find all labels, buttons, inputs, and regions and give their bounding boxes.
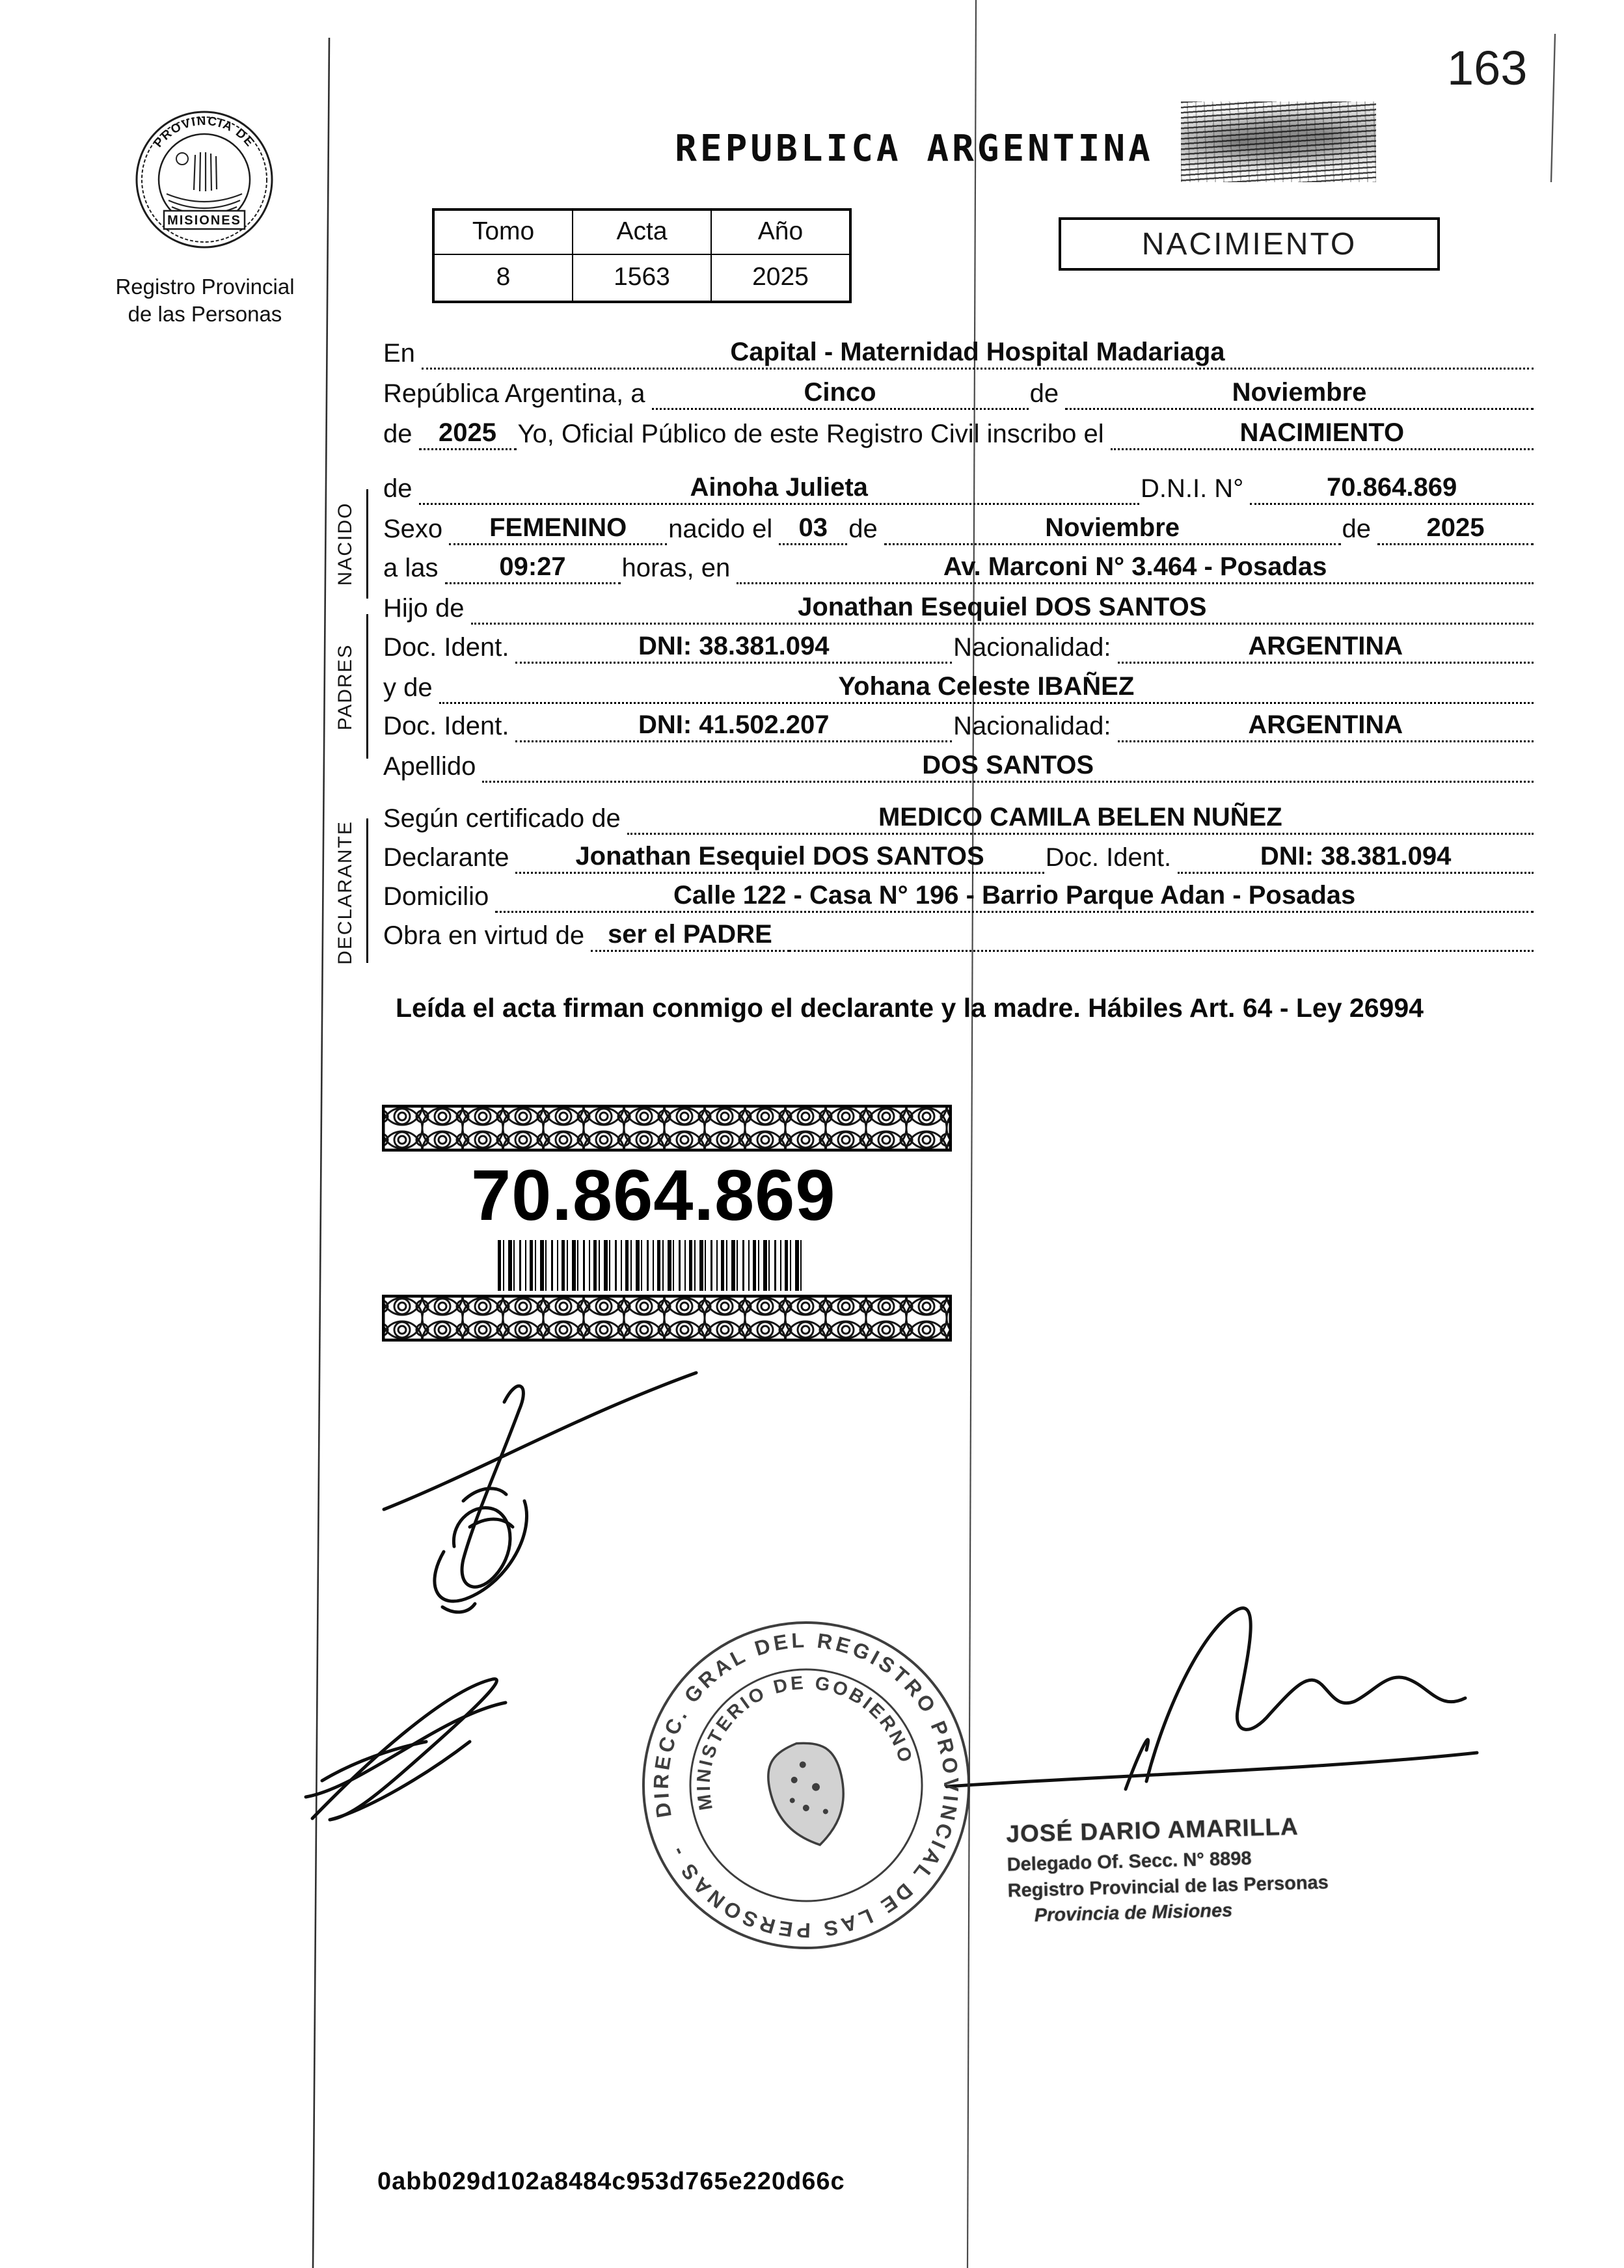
- form-line-apellido: [382, 751, 1534, 783]
- guilloche-band-top: [382, 1105, 952, 1152]
- value-place-of-record: Capital - Maternidad Hospital Madariaga: [730, 338, 1225, 366]
- field-mother-nationality: [1118, 711, 1534, 742]
- label-doc-ident-2: Doc. Ident.: [383, 712, 509, 740]
- value-birth-day: 03: [798, 513, 828, 542]
- bracket-padres: [366, 614, 368, 759]
- dni-large-number: 70.864.869: [471, 1155, 836, 1235]
- label-certificado: Según certificado de: [383, 804, 621, 833]
- value-birth-place: Av. Marconi N° 3.464 - Posadas: [943, 552, 1327, 581]
- seal-ring-text: PROVINCIA DE: [151, 114, 258, 150]
- label-virtud: Obra en virtud de: [383, 921, 585, 950]
- org-name-line2: de las Personas: [128, 302, 282, 326]
- table-header-anio: Año: [711, 210, 850, 254]
- document-hash: 0abb029d102a8484c953d765e220d66c: [377, 2168, 845, 2195]
- field-birth-year: [1377, 514, 1534, 545]
- security-ink-stamp-icon: [1181, 101, 1376, 182]
- form-line-hora: [382, 553, 1534, 584]
- form-line-sexo: [382, 514, 1534, 545]
- label-doc-ident-1: Doc. Ident.: [383, 633, 509, 662]
- value-father-nationality: ARGENTINA: [1248, 632, 1403, 660]
- record-table: [432, 208, 852, 303]
- value-declarant-name: Jonathan Esequiel DOS SANTOS: [575, 842, 984, 871]
- field-birth-time: [445, 553, 621, 584]
- value-month: Noviembre: [1232, 378, 1367, 407]
- field-month: [1065, 379, 1534, 410]
- form-line-certificado: [382, 803, 1534, 835]
- field-father-nationality: [1118, 632, 1534, 664]
- official-province: Provincia de Misiones: [1034, 1900, 1233, 1926]
- form-line-padre: [382, 593, 1534, 625]
- value-surname: DOS SANTOS: [922, 751, 1094, 779]
- value-given-names: Ainoha Julieta: [690, 473, 868, 502]
- label-domicilio: Domicilio: [383, 882, 489, 911]
- trailing-dots: [789, 950, 1534, 952]
- form-line-virtud: [382, 921, 1534, 952]
- label-hijo-de: Hijo de: [383, 594, 465, 623]
- page-number: 163: [1447, 41, 1528, 95]
- official-identity-block: [1006, 1813, 1329, 1928]
- label-dni: D.N.I. N°: [1140, 474, 1244, 503]
- field-place-of-record: [422, 338, 1534, 370]
- label-y-de: y de: [383, 673, 433, 702]
- field-event-type: [1111, 419, 1534, 450]
- label-de-5: de: [1342, 515, 1371, 543]
- official-role: Delegado Of. Secc. N° 8898: [1007, 1848, 1252, 1876]
- value-day-word: Cinco: [804, 378, 876, 407]
- stamp-inner-text: MINISTERIO DE GOBIERNO: [693, 1672, 917, 1812]
- value-mother-name: Yohana Celeste IBAÑEZ: [838, 672, 1135, 701]
- form-line-inscribo: [382, 419, 1534, 450]
- value-address: Calle 122 - Casa N° 196 - Barrio Parque Adan - Posadas: [673, 881, 1356, 910]
- field-year: [419, 419, 517, 450]
- field-declarant-dni: [1178, 843, 1534, 874]
- closing-paragraph: Leída el acta firman conmigo el declarante y la madre. Hábiles Art. 64 - Ley 26994: [396, 993, 1424, 1023]
- value-certifier: MEDICO CAMILA BELEN NUÑEZ: [878, 803, 1282, 831]
- label-doc-ident-3: Doc. Ident.: [1045, 843, 1172, 872]
- field-father-dni: [515, 632, 952, 664]
- field-mother-dni: [515, 711, 952, 742]
- label-de-2: de: [383, 420, 413, 448]
- table-value-anio: 2025: [711, 254, 850, 301]
- form-line-nombre: [382, 474, 1534, 505]
- value-declarant-dni: DNI: 38.381.094: [1260, 842, 1452, 871]
- label-sexo: Sexo: [383, 515, 443, 543]
- form-line-fecha: [382, 379, 1534, 410]
- value-father-name: Jonathan Esequiel DOS SANTOS: [798, 593, 1207, 621]
- side-label-declarante: DECLARANTE: [334, 820, 356, 965]
- field-given-names: [419, 474, 1139, 505]
- field-address: [495, 882, 1534, 913]
- form-line-domicilio: [382, 882, 1534, 913]
- label-de-4: de: [848, 515, 878, 543]
- field-mother-name: [439, 673, 1534, 704]
- guilloche-band-bottom: [382, 1295, 952, 1342]
- field-sex: [449, 514, 667, 545]
- value-birth-year: 2025: [1426, 513, 1485, 542]
- field-birth-day: [779, 514, 847, 545]
- label-de-1: de: [1029, 379, 1059, 408]
- label-horas-en: horas, en: [621, 554, 731, 582]
- value-sex: FEMENINO: [489, 513, 627, 542]
- form-line-madre-doc: [382, 711, 1534, 742]
- seal-banner-text: MISIONES: [167, 213, 241, 228]
- label-apellido: Apellido: [383, 752, 476, 781]
- side-label-padres: PADRES: [334, 643, 356, 731]
- table-value-acta: 1563: [573, 254, 711, 301]
- label-en: En: [383, 339, 415, 368]
- field-dni-number: [1250, 474, 1534, 505]
- table-value-tomo: 8: [434, 254, 573, 301]
- table-header-acta: Acta: [573, 210, 711, 254]
- bracket-declarante: [366, 818, 368, 963]
- label-a-las: a las: [383, 554, 439, 582]
- bracket-nacido: [366, 489, 368, 599]
- svg-text:PROVINCIA DE: [152, 115, 257, 150]
- field-father-name: [471, 593, 1534, 625]
- value-dni-number: 70.864.869: [1327, 473, 1457, 502]
- declarant-signature: [364, 1337, 716, 1623]
- label-de-3: de: [383, 474, 413, 503]
- document-title: REPUBLICA ARGENTINA: [675, 128, 1154, 170]
- org-name-line1: Registro Provincial: [115, 275, 295, 299]
- label-nacionalidad-1: Nacionalidad:: [953, 633, 1111, 662]
- stamp-outer-text: DIRECC. GRAL DEL REGISTRO PROVINCIAL DE LAS PERSONAS -: [649, 1628, 964, 1943]
- secondary-signature: [296, 1662, 524, 1838]
- label-nacido-el: nacido el: [668, 515, 773, 543]
- label-nacionalidad-2: Nacionalidad:: [953, 712, 1111, 740]
- form-line-declarante: [382, 843, 1534, 874]
- official-name: JOSÉ DARIO AMARILLA: [1005, 1813, 1299, 1848]
- value-father-dni: DNI: 38.381.094: [638, 632, 830, 660]
- value-mother-dni: DNI: 41.502.207: [638, 710, 830, 739]
- value-mother-nationality: ARGENTINA: [1248, 710, 1403, 739]
- value-birth-time: 09:27: [499, 552, 566, 581]
- value-event-type: NACIMIENTO: [1239, 418, 1405, 447]
- side-label-nacido: NACIDO: [334, 502, 356, 586]
- form-line-en: [382, 338, 1534, 370]
- official-org: Registro Provincial de las Personas: [1007, 1872, 1329, 1902]
- field-capacity: [591, 921, 789, 952]
- field-day-word: [652, 379, 1029, 410]
- label-republica: República Argentina, a: [383, 379, 645, 408]
- value-birth-month: Noviembre: [1045, 513, 1180, 542]
- province-seal-icon: [133, 108, 276, 251]
- form-line-madre: [382, 673, 1534, 704]
- act-type-box: NACIMIENTO: [1059, 217, 1440, 271]
- value-year: 2025: [439, 418, 496, 447]
- field-declarant-name: [515, 843, 1044, 874]
- field-certifier: [627, 803, 1534, 835]
- value-capacity: ser el PADRE: [608, 920, 772, 949]
- field-birth-month: [884, 514, 1341, 545]
- field-birth-place: [737, 553, 1534, 584]
- org-name: [98, 273, 312, 328]
- table-header-tomo: Tomo: [434, 210, 573, 254]
- field-surname: [482, 751, 1534, 783]
- form-line-padre-doc: [382, 632, 1534, 664]
- dni-barcode-icon: [498, 1240, 804, 1291]
- label-oficial: Yo, Oficial Público de este Registro Civil inscribo el: [517, 420, 1104, 448]
- label-declarante: Declarante: [383, 843, 509, 872]
